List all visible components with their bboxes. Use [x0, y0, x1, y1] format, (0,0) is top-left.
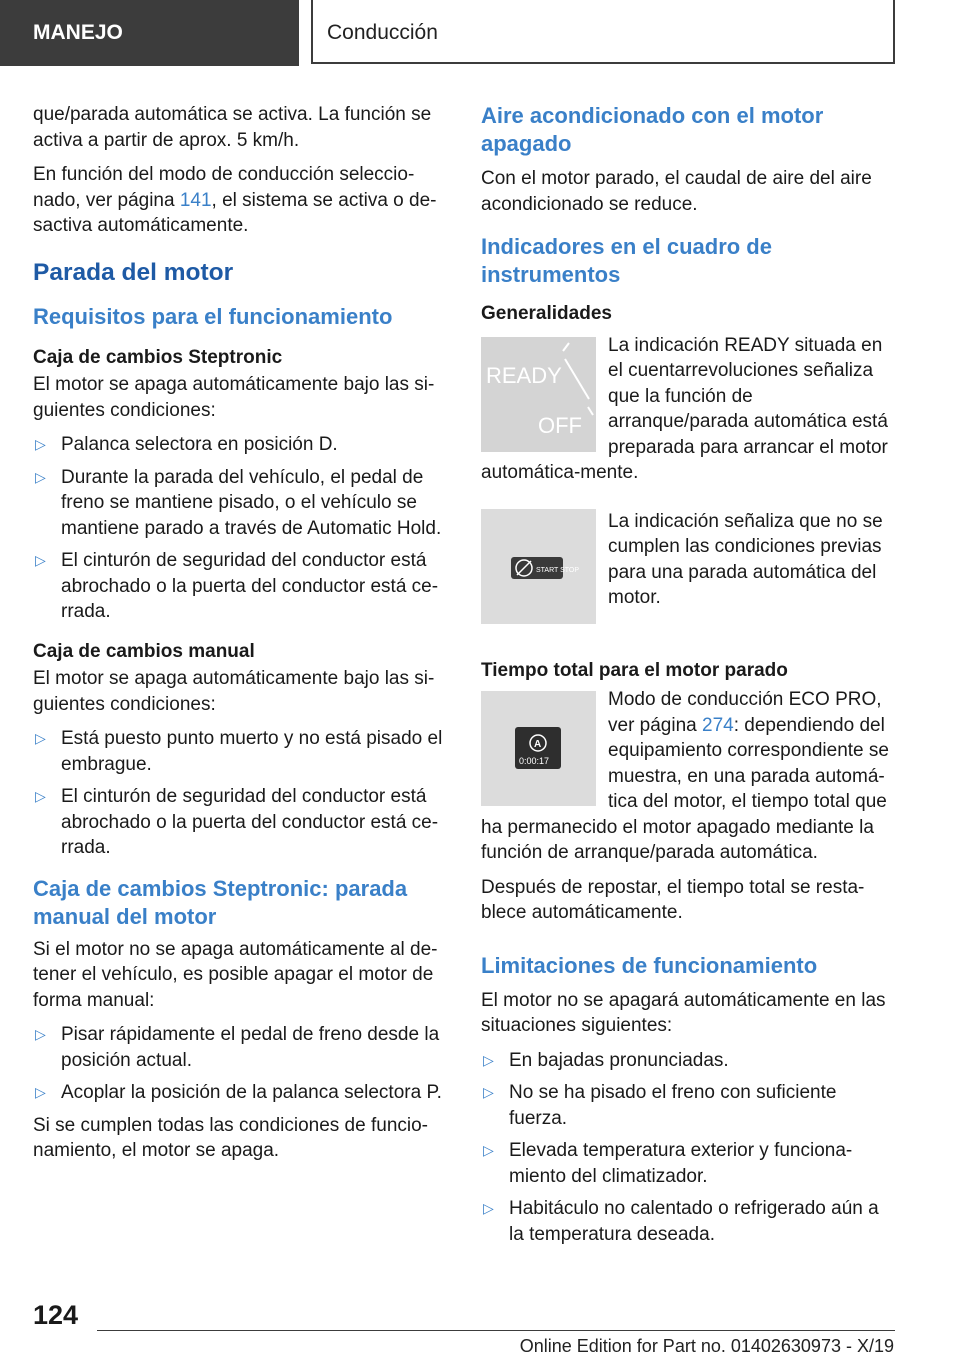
- ready-indicator-image: [481, 337, 596, 452]
- general-paragraph: La indicación READY situada en el cuentarrevoluciones señaliza que la función de arranque/parada automática está preparada para arrancar el motor automática‐mente.: [481, 334, 888, 483]
- start-stop-label: START STOP: [536, 566, 580, 574]
- triangle-bullet-icon: ▷: [35, 468, 46, 485]
- manual-stop-paragraph: Si el motor no se apaga automáticamente al de‐tener el vehículo, es posible apagar el motor de forma manual:: [33, 938, 438, 1011]
- ac-paragraph: Con el motor parado, el caudal de aire del aire acondicionado se reduce.: [481, 168, 872, 215]
- heading-general: Generalidades: [481, 303, 612, 324]
- list-item-text: El cinturón de seguridad del conductor está abrochado o la puerta del conductor está ce‐rrada.: [61, 550, 439, 622]
- heading-requirements: Requisitos para el funcionamiento: [33, 303, 393, 329]
- steptronic-list: [33, 432, 448, 625]
- triangle-bullet-icon: ▷: [35, 436, 46, 452]
- indicator-paragraph: La indicación señaliza que no se cumplen las condiciones previas para una parada automática del motor.: [608, 510, 883, 608]
- intro-paragraph: que/parada automática se activa. La función se activa a partir de aprox. 5 km/h.: [33, 104, 432, 151]
- mode-text-a: En función del modo de conducción seleccio‐nado, ver página: [33, 164, 415, 211]
- list-item: [33, 726, 448, 777]
- list-item-text: El cinturón de seguridad del conductor está abrochado o la puerta del conductor está ce‐rrada.: [61, 786, 439, 858]
- list-item: [33, 1022, 448, 1073]
- page-link-141[interactable]: 141: [179, 189, 212, 211]
- total-time-text-b: : dependiendo del equipamiento correspondiente se muestra, en una parada automá‐tica del motor, el tiempo total que ha permanecido el motor apagado mediante la función de arranque/parada automática.: [481, 714, 889, 863]
- edition-note: Online Edition for Part no. 01402630973 - X/19: [519, 1336, 894, 1356]
- list-item-text: Elevada temperatura exterior y funciona‐miento del climatizador.: [509, 1140, 853, 1187]
- left-column: [33, 102, 448, 1173]
- manual-list: [33, 726, 448, 861]
- triangle-bullet-icon: ▷: [483, 1200, 494, 1216]
- page-link-274[interactable]: 274: [702, 714, 734, 736]
- section-tab: MANEJO: [0, 0, 299, 66]
- list-item: [481, 1048, 896, 1074]
- triangle-bullet-icon: ▷: [35, 730, 46, 746]
- list-item-text: Acoplar la posición de la palanca selectora P.: [61, 1082, 442, 1103]
- list-item-text: Pisar rápidamente el pedal de freno desde la posición actual.: [61, 1024, 440, 1071]
- chapter-title: Conducción: [311, 0, 895, 64]
- off-label: OFF: [538, 412, 582, 438]
- manual-paragraph: El motor se apaga automáticamente bajo las si‐guientes condiciones:: [33, 668, 435, 715]
- list-item-text: No se ha pisado el freno con suficiente fuerza.: [509, 1082, 837, 1129]
- manual-stop-list: [33, 1022, 448, 1106]
- list-item: [33, 548, 448, 625]
- list-item: [481, 1196, 896, 1247]
- list-item-text: En bajadas pronunciadas.: [509, 1049, 729, 1071]
- right-column: [481, 102, 896, 1254]
- triangle-bullet-icon: ▷: [483, 1084, 494, 1100]
- list-item-text: Habitáculo no calentado o refrigerado aún a la temperatura deseada.: [509, 1198, 879, 1245]
- ready-gauge-icon: [481, 337, 596, 452]
- heading-manual-stop: Caja de cambios Steptronic: parada manual del motor: [33, 875, 408, 929]
- list-item: [481, 1080, 896, 1131]
- heading-limitations: Limitaciones de funcionamiento: [481, 952, 818, 978]
- auto-stop-timer-icon: [481, 691, 596, 806]
- end-paragraph: Si se cumplen todas las condiciones de funcio‐namiento, el motor se apaga.: [33, 1114, 429, 1161]
- total-time-indicator-image: [481, 691, 596, 806]
- auto-start-stop-icon: [481, 509, 596, 624]
- svg-text:A: A: [534, 739, 542, 750]
- list-item: [33, 1080, 448, 1106]
- list-item-text: Está puesto punto muerto y no está pisado el embrague.: [61, 728, 443, 775]
- heading-manual: Caja de cambios manual: [33, 640, 255, 662]
- footer-divider: [97, 1330, 895, 1331]
- timer-label: 0:00:17: [519, 756, 550, 766]
- page-number: 124: [33, 1300, 79, 1330]
- heading-engine-stop: Parada del motor: [33, 258, 234, 286]
- heading-steptronic: Caja de cambios Steptronic: [33, 346, 283, 368]
- list-item: [33, 784, 448, 861]
- list-item: [33, 465, 448, 542]
- list-item-text: Durante la parada del vehículo, el pedal de freno se mantiene pisado, o el vehículo se mantiene parado a través de Automatic Hold.: [61, 466, 442, 539]
- triangle-bullet-icon: ▷: [483, 1051, 494, 1068]
- total-time-text-a: Modo de conducción ECO PRO, ver página: [608, 689, 882, 736]
- triangle-bullet-icon: ▷: [35, 552, 46, 568]
- reset-paragraph: Después de repostar, el tiempo total se resta‐blece automáticamente.: [481, 876, 865, 923]
- list-item: [481, 1138, 896, 1189]
- mode-text-b: , el sistema se activa o de‐sactiva automáticamente.: [33, 189, 437, 236]
- ready-label: READY: [486, 362, 562, 388]
- triangle-bullet-icon: ▷: [35, 1084, 46, 1100]
- list-item-text: Palanca selectora en posición D.: [61, 434, 338, 455]
- steptronic-paragraph: El motor se apaga automáticamente bajo las si‐guientes condiciones:: [33, 374, 435, 421]
- triangle-bullet-icon: ▷: [483, 1142, 494, 1158]
- start-stop-indicator-image: [481, 509, 596, 624]
- list-item: [33, 432, 448, 458]
- heading-total-time: Tiempo total para el motor parado: [481, 659, 788, 681]
- limitations-list: [481, 1048, 896, 1248]
- heading-ac: Aire acondicionado con el motor apagado: [481, 103, 824, 156]
- triangle-bullet-icon: ▷: [35, 1026, 46, 1042]
- mode-paragraph: [33, 162, 448, 239]
- triangle-bullet-icon: ▷: [35, 788, 46, 804]
- heading-indicators: Indicadores en el cuadro de instrumentos: [481, 234, 772, 287]
- limitations-paragraph: El motor no se apagará automáticamente en las situaciones siguientes:: [481, 989, 886, 1036]
